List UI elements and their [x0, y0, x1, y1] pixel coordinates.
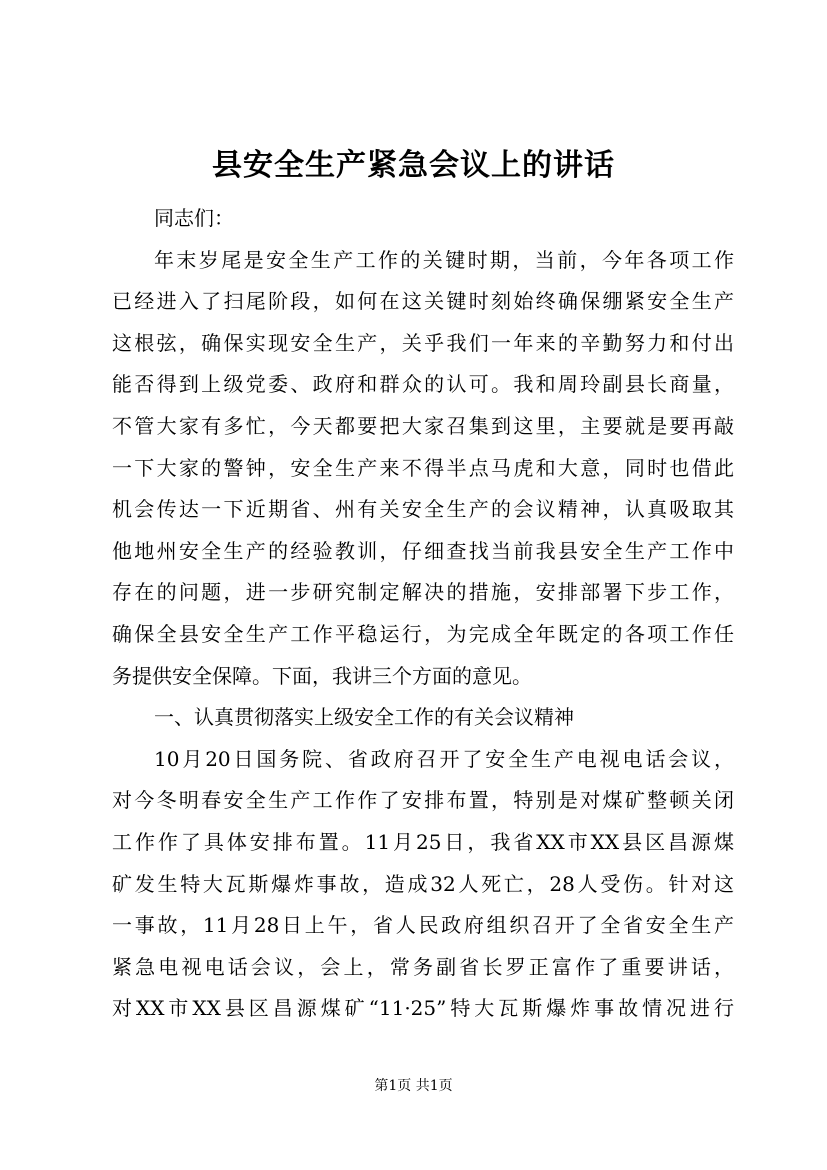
paragraph-line: 存在的问题，进一步研究制定解决的措施，安排部署下步工作， [112, 580, 734, 605]
paragraph-line: 矿发生特大瓦斯爆炸事故，造成32人死亡，28人受伤。针对这 [112, 871, 734, 896]
paragraph-line: 工作作了具体安排布置。11月25日，我省XX市XX县区昌源煤 [112, 829, 734, 854]
paragraph-line: 一下大家的警钟，安全生产来不得半点马虎和大意，同时也借此 [112, 455, 734, 480]
paragraph-line: 他地州安全生产的经验教训，仔细查找当前我县安全生产工作中 [112, 538, 734, 563]
page-footer: 第1页 共1页 [374, 1078, 453, 1094]
document-title: 县安全生产紧急会议上的讲话 [212, 148, 615, 183]
paragraph-line: 年末岁尾是安全生产工作的关键时期，当前，今年各项工作 [154, 247, 734, 272]
paragraph-line: 确保全县安全生产工作平稳运行，为完成全年既定的各项工作任 [112, 621, 734, 646]
paragraph-line: 能否得到上级党委、政府和群众的认可。我和周玲副县长商量， [112, 372, 734, 397]
paragraph-line: 不管大家有多忙，今天都要把大家召集到这里，主要就是要再敲 [112, 413, 734, 438]
salutation: 同志们： [154, 206, 234, 230]
paragraph-line: 对XX市XX县区昌源煤矿“11·25”特大瓦斯爆炸事故情况进行 [112, 996, 734, 1021]
paragraph-line: 10月20日国务院、省政府召开了安全生产电视电话会议， [154, 746, 734, 771]
paragraph-line: 机会传达一下近期省、州有关安全生产的会议精神，认真吸取其 [112, 497, 734, 522]
paragraph-line: 务提供安全保障。下面，我讲三个方面的意见。 [112, 663, 532, 688]
paragraph-line: 紧急电视电话会议，会上，常务副省长罗正富作了重要讲话， [112, 954, 734, 979]
document-body [112, 198, 734, 1030]
paragraph-line: 这根弦，确保实现安全生产，关乎我们一年来的辛勤努力和付出 [112, 330, 734, 355]
section-heading: 一、认真贯彻落实上级安全工作的有关会议精神 [154, 705, 574, 730]
paragraph-line: 对今冬明春安全生产工作作了安排布置，特别是对煤矿整顿关闭 [112, 788, 734, 813]
paragraph-line: 已经进入了扫尾阶段，如何在这关键时刻始终确保绷紧安全生产 [112, 289, 734, 314]
paragraph-line: 一事故，11月28日上午，省人民政府组织召开了全省安全生产 [112, 913, 734, 938]
